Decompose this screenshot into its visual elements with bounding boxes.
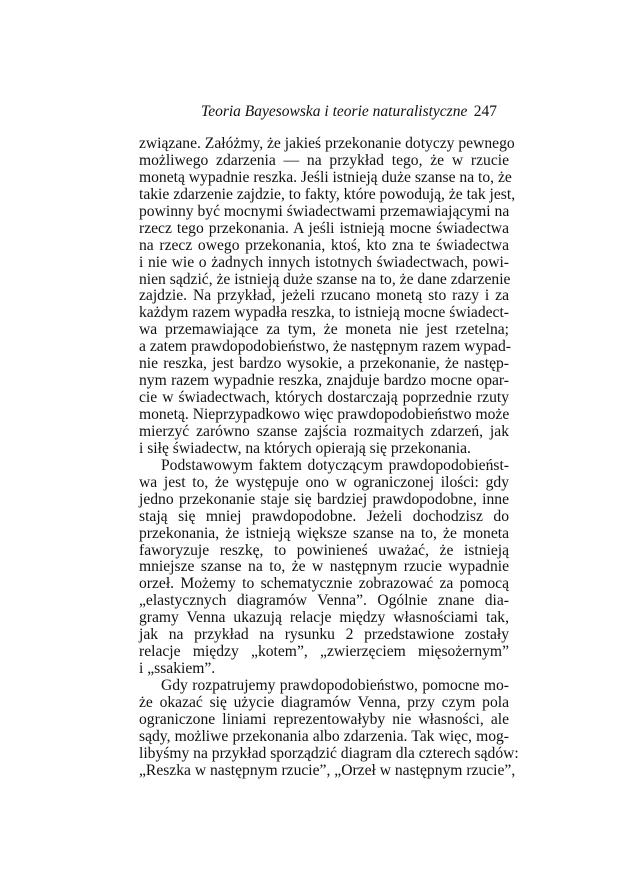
text-line: libyśmy na przykład sporządzić diagram dla czterech sądów:: [139, 744, 519, 762]
text-line: i siłę świadectw, na których opierają się przekonania.: [139, 439, 471, 457]
text-line: nie reszka, jest bardzo wysokie, a przekonanie, że następ-: [139, 355, 509, 373]
text-line: i nie wie o żadnych innych istotnych świadectwach, powi-: [139, 253, 509, 271]
paragraph: [139, 135, 516, 458]
text-line: nym razem wypadnie reszka, znajduje bardzo mocne opar-: [139, 372, 509, 390]
text-line: cie w świadectwach, których dostarczają poprzednie rzuty: [139, 389, 509, 407]
running-header: [139, 103, 509, 123]
text-line: związane. Załóżmy, że jakieś przekonanie dotyczy pewnego: [139, 135, 515, 152]
text-line: orzeł. Możemy to schematycznie zobrazować za pomocą: [139, 575, 509, 593]
text-line: Podstawowym faktem dotyczącym prawdopodobieńst-: [161, 456, 509, 474]
text-line: powinny być mocnymi świadectwami przemawiającymi na: [139, 202, 510, 220]
text-line: monetą wypadnie reszka. Jeśli istnieją duże szanse na to, że: [139, 168, 512, 186]
text-line: jedno przekonanie staje się bardziej prawdopodobne, inne: [139, 490, 509, 508]
text-line: wa jest to, że występuje ono w ograniczonej ilości: gdy: [139, 473, 509, 491]
text-line: „elastycznych diagramów Venna”. Ogólnie znane dia-: [139, 592, 509, 610]
text-line: „Reszka w następnym rzucie”, „Orzeł w następnym rzucie”,: [139, 761, 516, 779]
text-line: że okazać się użycie diagramów Venna, przy czym pola: [139, 693, 509, 711]
text-line: gramy Venna ukazują relacje między własnościami tak,: [139, 609, 509, 627]
text-line: monetą. Nieprzypadkowo więc prawdopodobieństwo może: [139, 406, 510, 423]
text-line: sądy, możliwe przekonania albo zdarzenia. Tak więc, mog-: [139, 727, 509, 745]
text-line: każdym razem wypadła reszka, to istnieją mocne świadect-: [139, 304, 509, 322]
body-text: [139, 135, 519, 780]
text-line: nien sądzić, że istnieją duże szanse na to, że dane zdarzenie: [139, 270, 511, 288]
text-line: na rzecz owego przekonania, ktoś, kto zna te świadectwa: [139, 236, 509, 254]
text-line: ograniczone liniami reprezentowałyby nie własności, ale: [139, 710, 509, 728]
text-line: wa przemawiające za tym, że moneta nie jest rzetelna;: [139, 321, 509, 339]
running-title: Teoria Bayesowska i teorie naturalistyczne: [201, 103, 468, 120]
page-number: 247: [473, 103, 497, 120]
text-line: faworyzuje reszkę, to powinieneś uważać, że istnieją: [139, 541, 509, 559]
text-line: a zatem prawdopodobieństwo, że następnym razem wypad-: [139, 338, 511, 356]
text-line: rzecz tego przekonania. A jeśli istnieją mocne świadectwa: [139, 219, 509, 237]
paragraph: [139, 458, 509, 678]
text-line: możliwego zdarzenia — na przykład tego, że w rzucie: [139, 151, 509, 169]
text-line: relacje między „kotem”, „zwierzęciem mięsożernym”: [139, 643, 509, 661]
text-line: jak na przykład na rysunku 2 przedstawione zostały: [139, 626, 509, 644]
text-line: Gdy rozpatrujemy prawdopodobieństwo, pomocne mo-: [161, 677, 509, 694]
text-line: stają się mniej prawdopodobne. Jeżeli dochodzisz do: [139, 507, 509, 525]
text-line: i „ssakiem”.: [139, 660, 216, 678]
text-line: mniejsze szanse na to, że w następnym rzucie wypadnie: [139, 558, 509, 576]
text-line: mierzyć zarówno szanse zajścia rozmaitych zdarzeń, jak: [139, 422, 509, 440]
text-line: takie zdarzenie zajdzie, to fakty, które powodują, że tak jest,: [139, 185, 516, 203]
text-line: zajdzie. Na przykład, jeżeli rzucano monetą sto razy i za: [139, 287, 509, 305]
text-line: przekonania, że istnieją większe szanse na to, że moneta: [139, 524, 509, 542]
paragraph: [139, 677, 519, 780]
